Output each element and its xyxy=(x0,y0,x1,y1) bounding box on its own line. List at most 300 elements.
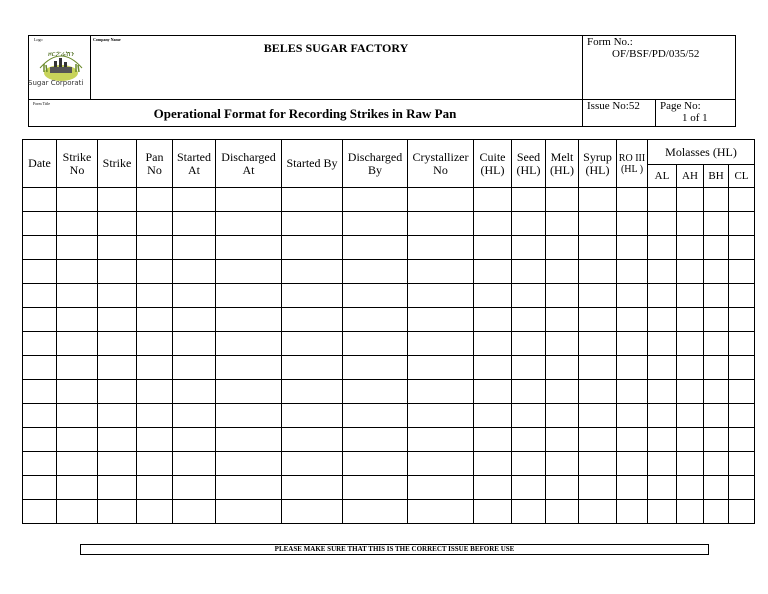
table-cell[interactable] xyxy=(282,332,343,356)
table-cell[interactable] xyxy=(546,500,579,524)
table-cell[interactable] xyxy=(648,380,677,404)
table-cell[interactable] xyxy=(408,356,474,380)
table-cell[interactable] xyxy=(579,404,617,428)
column-header: RO III (HL ) xyxy=(617,140,648,188)
form-title: Operational Format for Recording Strikes in Raw Pan xyxy=(153,106,457,121)
table-cell[interactable] xyxy=(704,212,729,236)
table-cell[interactable] xyxy=(282,476,343,500)
table-row xyxy=(23,236,755,260)
header-divider xyxy=(655,99,656,127)
table-cell[interactable] xyxy=(704,380,729,404)
table-cell[interactable] xyxy=(23,428,57,452)
table-cell[interactable] xyxy=(729,452,755,476)
table-cell[interactable] xyxy=(137,404,173,428)
table-cell[interactable] xyxy=(704,356,729,380)
table-cell[interactable] xyxy=(343,404,408,428)
table-cell[interactable] xyxy=(23,380,57,404)
table-cell[interactable] xyxy=(57,308,98,332)
table-cell[interactable] xyxy=(648,356,677,380)
table-cell[interactable] xyxy=(173,356,216,380)
table-cell[interactable] xyxy=(579,236,617,260)
table-cell[interactable] xyxy=(579,260,617,284)
table-cell[interactable] xyxy=(57,188,98,212)
table-cell[interactable] xyxy=(23,452,57,476)
table-cell[interactable] xyxy=(474,404,512,428)
table-cell[interactable] xyxy=(546,452,579,476)
table-cell[interactable] xyxy=(704,284,729,308)
table-cell[interactable] xyxy=(546,188,579,212)
table-cell[interactable] xyxy=(704,500,729,524)
column-header: Started By xyxy=(282,140,343,188)
table-cell[interactable] xyxy=(98,356,137,380)
table-cell[interactable] xyxy=(474,332,512,356)
table-cell[interactable] xyxy=(216,380,282,404)
table-cell[interactable] xyxy=(173,380,216,404)
table-cell[interactable] xyxy=(474,356,512,380)
table-cell[interactable] xyxy=(98,260,137,284)
table-cell[interactable] xyxy=(408,212,474,236)
table-cell[interactable] xyxy=(173,236,216,260)
table-cell[interactable] xyxy=(57,500,98,524)
table-cell[interactable] xyxy=(282,500,343,524)
table-cell[interactable] xyxy=(137,428,173,452)
table-cell[interactable] xyxy=(729,188,755,212)
table-cell[interactable] xyxy=(137,380,173,404)
table-row xyxy=(23,260,755,284)
table-row xyxy=(23,476,755,500)
table-cell[interactable] xyxy=(474,284,512,308)
table-cell[interactable] xyxy=(216,452,282,476)
table-cell[interactable] xyxy=(579,380,617,404)
table-cell[interactable] xyxy=(704,428,729,452)
table-cell[interactable] xyxy=(546,308,579,332)
table-cell[interactable] xyxy=(137,452,173,476)
table-cell[interactable] xyxy=(173,428,216,452)
table-cell[interactable] xyxy=(648,260,677,284)
table-cell[interactable] xyxy=(729,476,755,500)
table-cell[interactable] xyxy=(343,284,408,308)
table-cell[interactable] xyxy=(23,212,57,236)
table-cell[interactable] xyxy=(173,404,216,428)
table-cell[interactable] xyxy=(173,308,216,332)
page-no-label: Page No: xyxy=(660,100,701,112)
table-cell[interactable] xyxy=(512,332,546,356)
table-cell[interactable] xyxy=(677,404,704,428)
table-cell[interactable] xyxy=(282,428,343,452)
table-cell[interactable] xyxy=(57,284,98,308)
table-cell[interactable] xyxy=(677,284,704,308)
table-cell[interactable] xyxy=(173,332,216,356)
table-cell[interactable] xyxy=(704,332,729,356)
table-cell[interactable] xyxy=(98,428,137,452)
table-cell[interactable] xyxy=(216,332,282,356)
table-cell[interactable] xyxy=(343,500,408,524)
table-cell[interactable] xyxy=(282,380,343,404)
table-cell[interactable] xyxy=(648,308,677,332)
table-cell[interactable] xyxy=(729,404,755,428)
table-cell[interactable] xyxy=(173,188,216,212)
table-cell[interactable] xyxy=(173,452,216,476)
table-cell[interactable] xyxy=(282,236,343,260)
table-cell[interactable] xyxy=(617,380,648,404)
table-cell[interactable] xyxy=(98,308,137,332)
table-cell[interactable] xyxy=(57,332,98,356)
table-cell[interactable] xyxy=(474,500,512,524)
table-cell[interactable] xyxy=(677,188,704,212)
table-cell[interactable] xyxy=(474,308,512,332)
table-cell[interactable] xyxy=(282,356,343,380)
table-cell[interactable] xyxy=(173,500,216,524)
strikes-table xyxy=(22,139,755,524)
table-cell[interactable] xyxy=(57,356,98,380)
table-row xyxy=(23,380,755,404)
table-cell[interactable] xyxy=(579,476,617,500)
table-cell[interactable] xyxy=(648,404,677,428)
table-cell[interactable] xyxy=(23,404,57,428)
table-row xyxy=(23,428,755,452)
table-cell[interactable] xyxy=(512,308,546,332)
table-cell[interactable] xyxy=(677,308,704,332)
table-cell[interactable] xyxy=(408,452,474,476)
table-cell[interactable] xyxy=(98,236,137,260)
table-cell[interactable] xyxy=(546,212,579,236)
table-cell[interactable] xyxy=(546,260,579,284)
table-cell[interactable] xyxy=(648,236,677,260)
table-cell[interactable] xyxy=(474,212,512,236)
table-cell[interactable] xyxy=(216,260,282,284)
table-cell[interactable] xyxy=(216,236,282,260)
table-cell[interactable] xyxy=(98,404,137,428)
table-cell[interactable] xyxy=(282,452,343,476)
table-cell[interactable] xyxy=(137,332,173,356)
table-cell[interactable] xyxy=(57,404,98,428)
table-cell[interactable] xyxy=(546,284,579,308)
table-cell[interactable] xyxy=(617,308,648,332)
table-cell[interactable] xyxy=(408,188,474,212)
table-cell[interactable] xyxy=(512,212,546,236)
header-row xyxy=(23,140,755,165)
table-cell[interactable] xyxy=(512,356,546,380)
column-header: Discharged At xyxy=(216,140,282,188)
table-cell[interactable] xyxy=(512,188,546,212)
table-cell[interactable] xyxy=(579,356,617,380)
table-cell[interactable] xyxy=(23,500,57,524)
table-cell[interactable] xyxy=(137,356,173,380)
table-cell[interactable] xyxy=(617,332,648,356)
table-cell[interactable] xyxy=(57,212,98,236)
table-cell[interactable] xyxy=(677,500,704,524)
table-cell[interactable] xyxy=(617,476,648,500)
table-cell[interactable] xyxy=(98,332,137,356)
table-cell[interactable] xyxy=(579,452,617,476)
table-cell[interactable] xyxy=(729,284,755,308)
table-cell[interactable] xyxy=(677,380,704,404)
table-cell[interactable] xyxy=(98,380,137,404)
table-cell[interactable] xyxy=(617,260,648,284)
table-cell[interactable] xyxy=(729,212,755,236)
column-header: Strike No xyxy=(57,140,98,188)
table-cell[interactable] xyxy=(343,380,408,404)
table-cell[interactable] xyxy=(648,476,677,500)
table-cell[interactable] xyxy=(512,260,546,284)
form-no: OF/BSF/PD/035/52 xyxy=(612,48,700,60)
table-cell[interactable] xyxy=(704,260,729,284)
table-cell[interactable] xyxy=(474,428,512,452)
table-cell[interactable] xyxy=(57,236,98,260)
table-cell[interactable] xyxy=(546,332,579,356)
table-cell[interactable] xyxy=(546,380,579,404)
table-cell[interactable] xyxy=(408,404,474,428)
table-cell[interactable] xyxy=(546,476,579,500)
table-cell[interactable] xyxy=(512,284,546,308)
table-cell[interactable] xyxy=(677,356,704,380)
table-cell[interactable] xyxy=(23,308,57,332)
column-header: Melt (HL) xyxy=(546,140,579,188)
table-cell[interactable] xyxy=(57,380,98,404)
table-row xyxy=(23,332,755,356)
table-cell[interactable] xyxy=(216,404,282,428)
table-cell[interactable] xyxy=(648,284,677,308)
table-cell[interactable] xyxy=(408,284,474,308)
table-cell[interactable] xyxy=(137,260,173,284)
table-cell[interactable] xyxy=(23,260,57,284)
table-cell[interactable] xyxy=(579,188,617,212)
table-cell[interactable] xyxy=(408,380,474,404)
table-row xyxy=(23,284,755,308)
table-cell[interactable] xyxy=(57,452,98,476)
table-cell[interactable] xyxy=(729,308,755,332)
molasses-subheader: CL xyxy=(729,165,755,188)
table-cell[interactable] xyxy=(579,428,617,452)
table-cell[interactable] xyxy=(474,236,512,260)
table-cell[interactable] xyxy=(408,260,474,284)
table-cell[interactable] xyxy=(512,452,546,476)
table-cell[interactable] xyxy=(617,236,648,260)
table-cell[interactable] xyxy=(282,284,343,308)
table-cell[interactable] xyxy=(579,284,617,308)
molasses-group-header: Molasses (HL) xyxy=(648,140,755,165)
table-cell[interactable] xyxy=(23,476,57,500)
table-cell[interactable] xyxy=(677,452,704,476)
table-cell[interactable] xyxy=(704,308,729,332)
table-cell[interactable] xyxy=(216,284,282,308)
table-cell[interactable] xyxy=(704,476,729,500)
table-cell[interactable] xyxy=(512,380,546,404)
table-cell[interactable] xyxy=(98,212,137,236)
table-cell[interactable] xyxy=(474,380,512,404)
molasses-subheader: BH xyxy=(704,165,729,188)
table-cell[interactable] xyxy=(546,428,579,452)
table-cell[interactable] xyxy=(343,356,408,380)
form-title-label: Form Title xyxy=(33,101,51,106)
table-cell[interactable] xyxy=(677,236,704,260)
company-name: BELES SUGAR FACTORY xyxy=(263,41,409,55)
table-cell[interactable] xyxy=(216,476,282,500)
table-cell[interactable] xyxy=(729,236,755,260)
table-cell[interactable] xyxy=(23,188,57,212)
table-cell[interactable] xyxy=(282,188,343,212)
table-cell[interactable] xyxy=(677,260,704,284)
table-cell[interactable] xyxy=(173,476,216,500)
table-cell[interactable] xyxy=(23,284,57,308)
table-cell[interactable] xyxy=(648,332,677,356)
table-cell[interactable] xyxy=(343,428,408,452)
table-cell[interactable] xyxy=(704,404,729,428)
table-cell[interactable] xyxy=(282,404,343,428)
table-cell[interactable] xyxy=(677,476,704,500)
table-row xyxy=(23,404,755,428)
table-cell[interactable] xyxy=(216,428,282,452)
table-cell[interactable] xyxy=(617,188,648,212)
table-cell[interactable] xyxy=(648,428,677,452)
table-cell[interactable] xyxy=(137,236,173,260)
column-header: Date xyxy=(23,140,57,188)
table-cell[interactable] xyxy=(546,356,579,380)
column-header: Pan No xyxy=(137,140,173,188)
table-cell[interactable] xyxy=(137,308,173,332)
table-cell[interactable] xyxy=(512,236,546,260)
table-cell[interactable] xyxy=(729,332,755,356)
table-cell[interactable] xyxy=(343,308,408,332)
table-cell[interactable] xyxy=(57,260,98,284)
table-cell[interactable] xyxy=(617,284,648,308)
table-row xyxy=(23,308,755,332)
table-cell[interactable] xyxy=(677,332,704,356)
table-cell[interactable] xyxy=(282,308,343,332)
table-cell[interactable] xyxy=(677,212,704,236)
logo-arc-text: ዞርፖሬሽን xyxy=(47,50,75,58)
table-cell[interactable] xyxy=(512,404,546,428)
column-header: Crystallizer No xyxy=(408,140,474,188)
footer-notice: PLEASE MAKE SURE THAT THIS IS THE CORRECT ISSUE BEFORE USE xyxy=(274,545,515,553)
table-cell[interactable] xyxy=(546,236,579,260)
table-cell[interactable] xyxy=(216,188,282,212)
table-cell[interactable] xyxy=(173,284,216,308)
table-cell[interactable] xyxy=(343,236,408,260)
issue-no: Issue No:52 xyxy=(587,100,640,112)
table-cell[interactable] xyxy=(98,476,137,500)
table-cell[interactable] xyxy=(173,260,216,284)
table-cell[interactable] xyxy=(729,380,755,404)
table-cell[interactable] xyxy=(408,308,474,332)
table-cell[interactable] xyxy=(282,260,343,284)
table-cell[interactable] xyxy=(648,212,677,236)
table-cell[interactable] xyxy=(343,260,408,284)
table-cell[interactable] xyxy=(579,332,617,356)
table-cell[interactable] xyxy=(648,452,677,476)
table-cell[interactable] xyxy=(343,452,408,476)
logo-text: Sugar Corporati xyxy=(28,79,84,87)
table-cell[interactable] xyxy=(282,212,343,236)
table-cell[interactable] xyxy=(98,284,137,308)
table-row xyxy=(23,356,755,380)
table-cell[interactable] xyxy=(512,500,546,524)
table-cell[interactable] xyxy=(408,236,474,260)
form-no-label: Form No.: xyxy=(587,36,633,48)
table-row xyxy=(23,452,755,476)
table-cell[interactable] xyxy=(408,476,474,500)
molasses-subheader: AH xyxy=(677,165,704,188)
table-cell[interactable] xyxy=(98,500,137,524)
table-cell[interactable] xyxy=(137,500,173,524)
table-cell[interactable] xyxy=(408,428,474,452)
table-cell[interactable] xyxy=(474,260,512,284)
table-cell[interactable] xyxy=(343,212,408,236)
table-cell[interactable] xyxy=(23,356,57,380)
table-row xyxy=(23,500,755,524)
table-cell[interactable] xyxy=(648,188,677,212)
table-cell[interactable] xyxy=(579,500,617,524)
table-cell[interactable] xyxy=(617,452,648,476)
table-cell[interactable] xyxy=(617,356,648,380)
table-cell[interactable] xyxy=(677,428,704,452)
table-cell[interactable] xyxy=(23,332,57,356)
table-cell[interactable] xyxy=(617,500,648,524)
table-cell[interactable] xyxy=(137,476,173,500)
table-cell[interactable] xyxy=(729,428,755,452)
table-cell[interactable] xyxy=(137,212,173,236)
table-cell[interactable] xyxy=(137,188,173,212)
table-cell[interactable] xyxy=(408,332,474,356)
table-cell[interactable] xyxy=(579,212,617,236)
table-cell[interactable] xyxy=(704,452,729,476)
table-cell[interactable] xyxy=(617,404,648,428)
table-cell[interactable] xyxy=(57,476,98,500)
table-cell[interactable] xyxy=(704,236,729,260)
table-cell[interactable] xyxy=(648,500,677,524)
column-header: Cuite (HL) xyxy=(474,140,512,188)
column-header: Discharged By xyxy=(343,140,408,188)
table-cell[interactable] xyxy=(98,188,137,212)
column-header: Syrup (HL) xyxy=(579,140,617,188)
molasses-subheader: AL xyxy=(648,165,677,188)
table-row xyxy=(23,212,755,236)
table-cell[interactable] xyxy=(343,188,408,212)
table-row xyxy=(23,188,755,212)
table-cell[interactable] xyxy=(729,260,755,284)
table-cell[interactable] xyxy=(704,188,729,212)
table-cell[interactable] xyxy=(474,476,512,500)
table-cell[interactable] xyxy=(57,428,98,452)
table-cell[interactable] xyxy=(408,500,474,524)
table-cell[interactable] xyxy=(474,452,512,476)
table-cell[interactable] xyxy=(617,212,648,236)
company-label: Company Name xyxy=(93,37,121,42)
table-cell[interactable] xyxy=(579,308,617,332)
table-cell[interactable] xyxy=(512,476,546,500)
table-cell[interactable] xyxy=(216,500,282,524)
table-cell[interactable] xyxy=(173,212,216,236)
table-cell[interactable] xyxy=(216,212,282,236)
page-no-value: 1 of 1 xyxy=(682,112,708,124)
table-cell[interactable] xyxy=(729,356,755,380)
table-cell[interactable] xyxy=(98,452,137,476)
column-header: Strike xyxy=(98,140,137,188)
table-cell[interactable] xyxy=(343,332,408,356)
table-cell[interactable] xyxy=(343,476,408,500)
table-cell[interactable] xyxy=(512,428,546,452)
table-cell[interactable] xyxy=(216,356,282,380)
table-cell[interactable] xyxy=(474,188,512,212)
footer-notice-box xyxy=(80,544,709,555)
table-cell[interactable] xyxy=(546,404,579,428)
table-cell[interactable] xyxy=(23,236,57,260)
table-cell[interactable] xyxy=(729,500,755,524)
table-cell[interactable] xyxy=(137,284,173,308)
table-cell[interactable] xyxy=(216,308,282,332)
column-header: Started At xyxy=(173,140,216,188)
table-cell[interactable] xyxy=(617,428,648,452)
